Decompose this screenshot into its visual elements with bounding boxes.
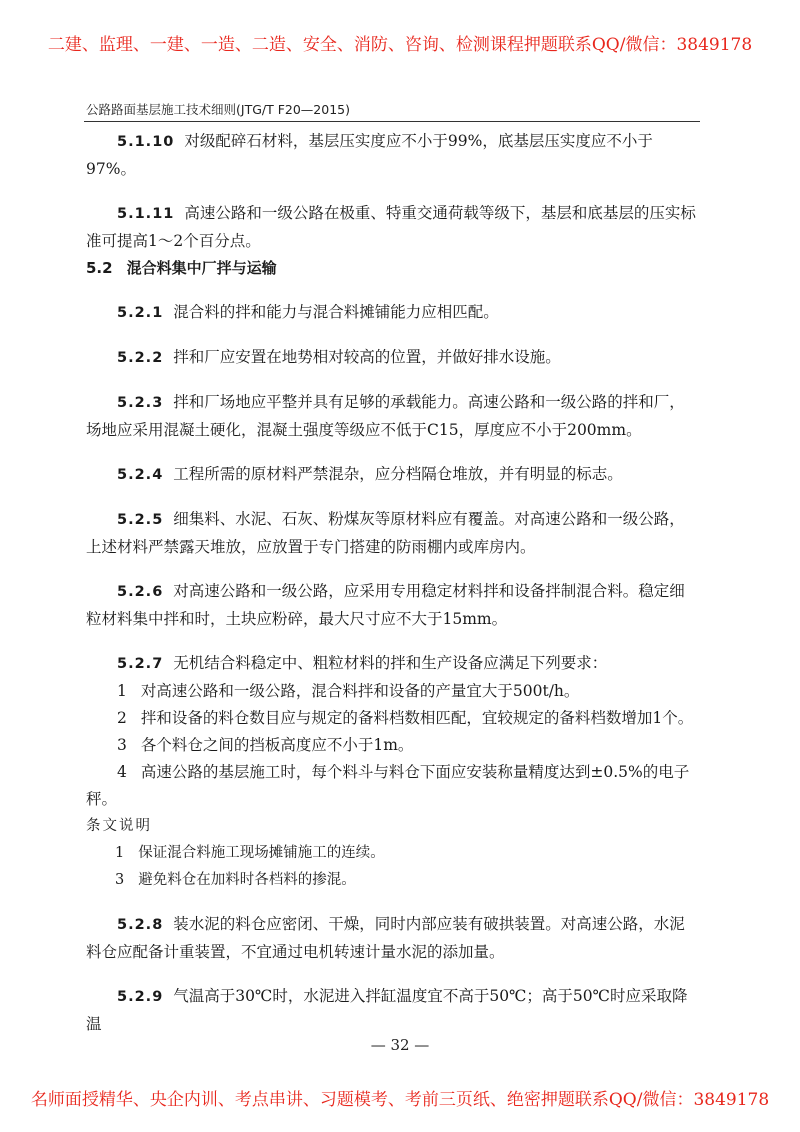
list-item	[86, 732, 700, 759]
clause-number: 5.2.6	[117, 584, 164, 600]
item-number: 1	[117, 682, 127, 700]
clause-number: 5.2.2	[117, 350, 164, 366]
running-header: 公路路面基层施工技术细则(JTG/T F20—2015)	[86, 102, 350, 117]
clause-text: 拌和厂应安置在地势相对较高的位置，并做好排水设施。	[173, 348, 561, 366]
page-body	[86, 128, 700, 1038]
item-text: 拌和设备的料仓数目应与规定的备料档数相匹配，宜较规定的备料档数增加1个。	[140, 709, 694, 727]
clause-text: 高速公路和一级公路在极重、特重交通荷载等级下，基层和底基层的压实标准可提高1～2个百分点。	[86, 204, 696, 250]
item-number: 2	[117, 709, 127, 727]
commentary-item	[86, 840, 700, 867]
clause-text: 装水泥的料仓应密闭、干燥，同时内部应装有破拱装置。对高速公路，水泥料仓应配备计重装置，不宜通过电机转速计量水泥的添加量。	[86, 915, 685, 961]
clause-text: 拌和厂场地应平整并具有足够的承载能力。高速公路和一级公路的拌和厂，场地应采用混凝土硬化，混凝土强度等级应不低于C15，厚度应不小于200mm。	[86, 393, 685, 439]
bottom-promo-banner: 名师面授精华、央企内训、考点串讲、习题模考、考前三页纸、绝密押题联系QQ/微信：3849178	[30, 1090, 770, 1110]
item-number: 1	[115, 845, 125, 861]
clause-5-2-1	[86, 299, 700, 327]
list-item	[86, 705, 700, 732]
clause-5-2-4	[86, 461, 700, 489]
clause-5-2-6	[86, 578, 700, 633]
clause-5-2-2	[86, 344, 700, 372]
clause-text: 细集料、水泥、石灰、粉煤灰等原材料应有覆盖。对高速公路和一级公路，上述材料严禁露天堆放，应放置于专门搭建的防雨棚内或库房内。	[86, 510, 685, 556]
list-item	[86, 678, 700, 705]
clause-text: 对级配碎石材料，基层压实度应不小于99%，底基层压实度应不小于97%。	[86, 132, 653, 178]
clause-number: 5.2.8	[117, 917, 164, 933]
section-heading	[86, 255, 700, 282]
clause-text: 气温高于30℃时，水泥进入拌缸温度宜不高于50℃；高于50℃时应采取降温	[86, 987, 688, 1033]
item-text: 保证混合料施工现场摊铺施工的连续。	[138, 845, 385, 861]
clause-5-1-10	[86, 128, 700, 183]
clause-number: 5.2.1	[117, 305, 164, 321]
clause-5-2-5	[86, 506, 700, 561]
top-promo-banner: 二建、监理、一建、一造、二造、安全、消防、咨询、检测课程押题联系QQ/微信：3849178	[47, 35, 753, 55]
section-number: 5.2	[86, 259, 113, 277]
clause-number: 5.1.11	[117, 206, 175, 222]
clause-number: 5.2.5	[117, 512, 164, 528]
item-text: 各个料仓之间的挡板高度应不小于1m。	[140, 736, 414, 754]
item-text: 高速公路的基层施工时，每个料斗与料仓下面应安装称量精度达到±0.5%的电子秤。	[86, 763, 690, 808]
clause-text: 无机结合料稳定中、粗粒材料的拌和生产设备应满足下列要求：	[173, 654, 608, 672]
clause-5-2-9	[86, 983, 700, 1038]
list-item	[86, 759, 700, 813]
page-number: — 32 —	[370, 1036, 430, 1054]
item-number: 4	[117, 763, 127, 781]
clause-number: 5.2.7	[117, 656, 164, 672]
item-number: 3	[115, 872, 125, 888]
clause-5-2-7	[86, 650, 700, 678]
commentary-title: 条文说明	[86, 818, 152, 834]
clause-number: 5.2.9	[117, 989, 164, 1005]
clause-number: 5.2.3	[117, 395, 164, 411]
clause-5-2-8	[86, 911, 700, 966]
clause-number: 5.1.10	[117, 134, 175, 150]
clause-text: 混合料的拌和能力与混合料摊铺能力应相匹配。	[173, 303, 499, 321]
clause-text: 工程所需的原材料严禁混杂，应分档隔仓堆放，并有明显的标志。	[173, 465, 623, 483]
clause-number: 5.2.4	[117, 467, 164, 483]
item-text: 避免料仓在加料时各档料的掺混。	[138, 872, 356, 888]
header-rule	[84, 121, 700, 122]
clause-text: 对高速公路和一级公路，应采用专用稳定材料拌和设备拌制混合料。稳定细粒材料集中拌和时，土块应粉碎，最大尺寸应不大于15mm。	[86, 582, 685, 628]
clause-5-1-11	[86, 200, 700, 255]
commentary-item	[86, 867, 700, 894]
clause-5-2-3	[86, 389, 700, 444]
item-number: 3	[117, 736, 127, 754]
item-text: 对高速公路和一级公路，混合料拌和设备的产量宜大于500t/h。	[140, 682, 580, 700]
section-title: 混合料集中厂拌与运输	[126, 259, 277, 277]
